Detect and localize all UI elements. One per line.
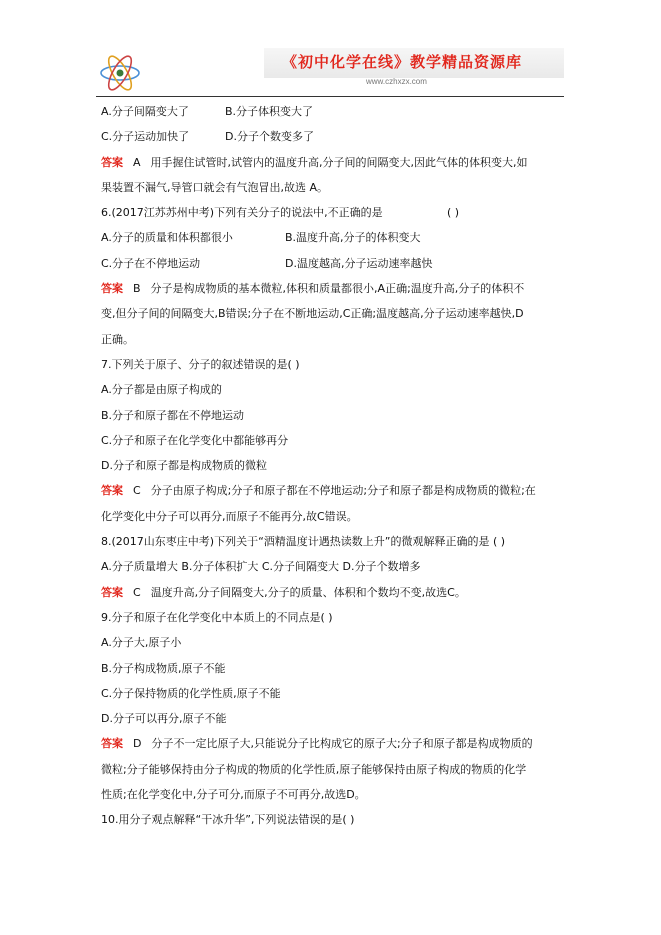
option-d: D.分子可以再分,原子不能 [101, 712, 227, 726]
header-url: www.czhxzx.com [366, 77, 427, 86]
question-8: 8.(2017山东枣庄中考)下列关于“酒精温度计遇热读数上升”的微观解释正确的是 ( ) [101, 535, 506, 549]
question-6 [101, 200, 564, 225]
answer-text: 变,但分子间的间隔变大,B错误;分子在不断地运动,C正确;温度越高,分子运动速率越快,D [101, 307, 524, 321]
question-7: 7.下列关于原子、分子的叙述错误的是( ) [101, 357, 300, 371]
answer-line [101, 276, 564, 301]
answer-label: 答案 [101, 155, 123, 169]
answer-letter: C [133, 585, 141, 599]
answer-label: 答案 [101, 585, 123, 599]
answer-label: 答案 [101, 282, 123, 296]
answer-text: 温度升高,分子间隔变大,分子的质量、体积和个数均不变,故选C。 [150, 585, 466, 599]
options-row [101, 124, 564, 149]
document-body [101, 99, 564, 833]
options-row: A.分子质量增大 B.分子体积扩大 C.分子间隔变大 D.分子个数增多 [101, 560, 421, 574]
answer-text: 分子是构成物质的基本微粒,体积和质量都很小,A正确;温度升高,分子的体积不 [150, 282, 525, 296]
header-divider [96, 96, 564, 97]
answer-text: 果装置不漏气,导管口就会有气泡冒出,故选 A。 [101, 180, 329, 194]
atom-logo-icon [98, 52, 142, 94]
option-a: A.分子都是由原子构成的 [101, 383, 222, 397]
option-c: C.分子和原子在化学变化中都能够再分 [101, 433, 289, 447]
answer-blank: ( ) [447, 206, 460, 220]
option-b: B.分子构成物质,原子不能 [101, 661, 226, 675]
answer-letter: A [133, 155, 141, 169]
answer-text: 正确。 [101, 332, 134, 346]
answer-line [101, 150, 564, 175]
option-c: C.分子运动加快了 [101, 130, 190, 144]
option-b: B.分子和原子都在不停地运动 [101, 408, 245, 422]
answer-text: 用手握住试管时,试管内的温度升高,分子间的间隔变大,因此气体的体积变大,如 [150, 155, 528, 169]
option-a: A.分子的质量和体积都很小 [101, 231, 233, 245]
answer-text: 分子由原子构成;分子和原子都在不停地运动;分子和原子都是构成物质的微粒;在 [150, 484, 536, 498]
options-row [101, 251, 564, 276]
option-a: A.分子大,原子小 [101, 636, 182, 650]
option-c: C.分子保持物质的化学性质,原子不能 [101, 686, 281, 700]
options-row [101, 225, 564, 250]
option-c: C.分子在不停地运动 [101, 256, 201, 270]
answer-line [101, 478, 564, 503]
option-d: D.分子个数变多了 [225, 130, 314, 144]
answer-line [101, 731, 564, 756]
answer-letter: D [133, 737, 142, 751]
option-d: D.温度越高,分子运动速率越快 [285, 256, 433, 270]
option-b: B.分子体积变大了 [225, 105, 314, 118]
answer-label: 答案 [101, 737, 123, 751]
answer-text: 性质;在化学变化中,分子可分,而原子不可再分,故选D。 [101, 788, 366, 802]
header-title: 《初中化学在线》教学精品资源库 [282, 53, 523, 71]
answer-text: 化学变化中分子可以再分,而原子不能再分,故C错误。 [101, 509, 358, 523]
answer-line [101, 580, 564, 605]
answer-text: 分子不一定比原子大,只能说分子比构成它的原子大;分子和原子都是构成物质的 [151, 737, 533, 751]
option-a: A.分子间隔变大了 [101, 105, 189, 118]
answer-letter: C [133, 484, 141, 498]
answer-text: 微粒;分子能够保持由分子构成的物质的化学性质,原子能够保持由原子构成的物质的化学 [101, 762, 527, 776]
header [96, 44, 564, 98]
question-9: 9.分子和原子在化学变化中本质上的不同点是( ) [101, 610, 333, 624]
question-10: 10.用分子观点解释“干冰升华”,下列说法错误的是( ) [101, 813, 355, 827]
option-b: B.温度升高,分子的体积变大 [285, 231, 421, 245]
options-row [101, 99, 564, 124]
answer-label: 答案 [101, 484, 123, 498]
question-text: 6.(2017江苏苏州中考)下列有关分子的说法中,不正确的是 [101, 206, 383, 220]
option-d: D.分子和原子都是构成物质的微粒 [101, 459, 267, 473]
answer-letter: B [133, 282, 141, 296]
